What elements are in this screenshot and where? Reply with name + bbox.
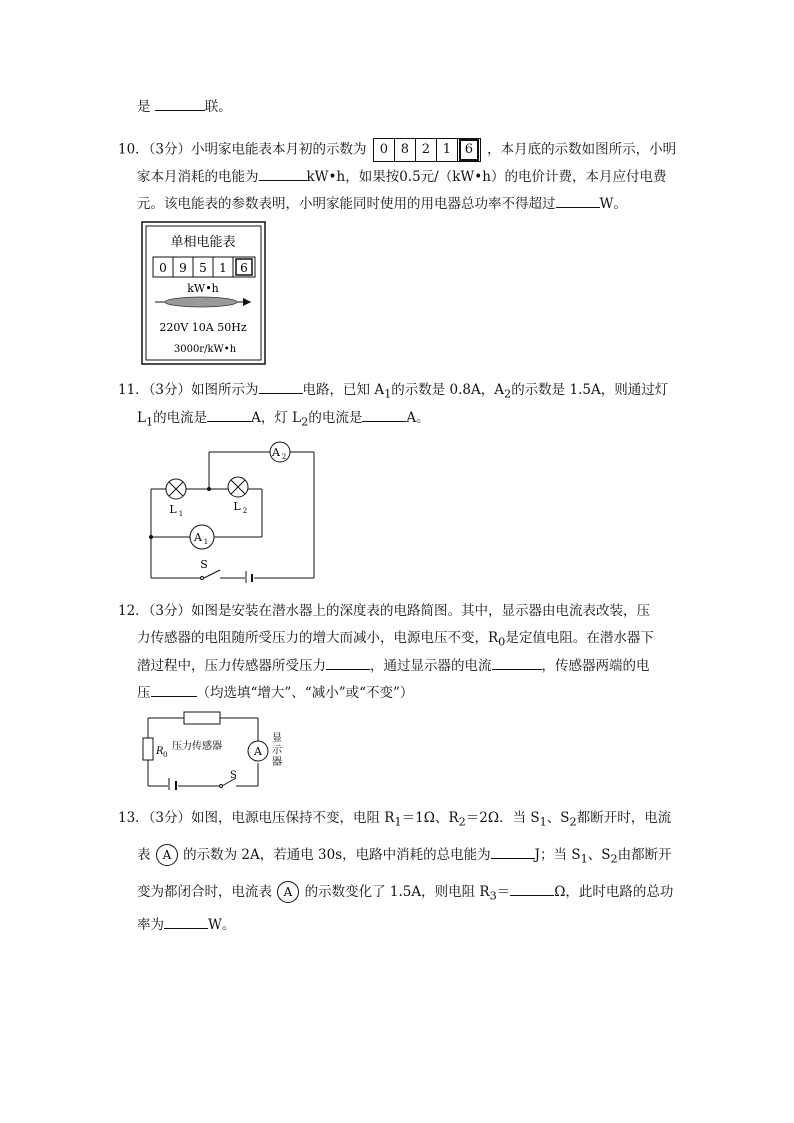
meter-digit: 9 xyxy=(179,261,187,275)
q10-text: W。 xyxy=(599,196,627,212)
q12-line-4 xyxy=(137,682,413,703)
q11-l2-current-blank[interactable] xyxy=(362,407,406,422)
q12-circuit-figure xyxy=(140,708,300,790)
q12-text: 潜过程中，压力传感器所受压力 xyxy=(137,658,326,674)
q12-line-3 xyxy=(137,655,650,676)
q11-l1-current-blank[interactable] xyxy=(207,407,251,422)
q13-power-blank[interactable] xyxy=(164,914,208,929)
q11-text: L xyxy=(137,410,146,426)
q12-text: ，通过显示器的电流 xyxy=(370,658,492,674)
q13-text: Ω，此时电路的总功 xyxy=(554,884,674,900)
pressure-sensor-icon xyxy=(143,738,153,760)
switch-label: S xyxy=(200,558,208,571)
q13-sub: 1 xyxy=(539,815,547,829)
meter-digit: 1 xyxy=(219,261,227,275)
q12-current-blank[interactable] xyxy=(492,655,542,670)
q11-sub: 1 xyxy=(384,387,392,401)
battery-icon xyxy=(246,571,252,583)
q12-text: ，传感器两端的电 xyxy=(541,658,650,674)
q13-line-3 xyxy=(137,880,673,907)
q11-sub: 2 xyxy=(504,387,512,401)
q12-text: 力传感器的电阻随所受压力的增大而减小，电源电压不变，R xyxy=(137,630,499,646)
pressure-sensor-label: 压力传感器 xyxy=(172,741,222,752)
q11-text: A。 xyxy=(406,410,430,426)
q10-text: 家本月消耗的电能为 xyxy=(137,169,259,185)
depth-gauge-circuit-diagram xyxy=(140,708,300,790)
q13-line-4 xyxy=(137,914,235,935)
l1-label: L xyxy=(169,503,177,516)
q13-sub: 1 xyxy=(394,815,402,829)
ammeter-a2-icon xyxy=(270,442,290,462)
q11-text: 电路，已知 A xyxy=(302,382,385,398)
rotating-disc-icon xyxy=(155,297,251,307)
q13-sub: 2 xyxy=(569,815,577,829)
q13-text: 的示数为 2A，若通电 30s，电路中消耗的总电能为 xyxy=(183,847,491,863)
q13-text: 、S xyxy=(546,810,570,826)
q13-r3-blank[interactable] xyxy=(510,881,554,896)
q12-text: 是定值电阻。在潜水器下 xyxy=(505,630,654,646)
l1-sub: 1 xyxy=(178,510,184,518)
q11-circuit-type-blank[interactable] xyxy=(259,379,303,394)
display-ammeter-icon xyxy=(248,741,268,761)
q11-text: A，灯 L xyxy=(251,410,302,426)
q13-sub: 2 xyxy=(458,815,466,829)
q10-power-blank[interactable] xyxy=(556,193,600,208)
meter-params: 220V 10A 50Hz xyxy=(159,321,247,334)
q10-line1-after: ，本月底的示数如图所示，小明 xyxy=(487,141,677,158)
ammeter-label: A xyxy=(283,885,293,899)
q13-energy-blank[interactable] xyxy=(491,844,535,859)
q13-text: 的示数变化了 1.5A，则电阻 R xyxy=(304,884,490,900)
meter-digit: 0 xyxy=(159,261,167,275)
lamp-l2-icon xyxy=(228,477,248,497)
q12-line-2 xyxy=(137,628,654,653)
q12-sub: 0 xyxy=(498,635,506,649)
q10-initial-digit: 1 xyxy=(437,139,458,161)
meter-title: 单相电能表 xyxy=(170,235,236,250)
q10-line-2 xyxy=(137,166,666,187)
battery-icon xyxy=(169,778,176,790)
switch-label: S xyxy=(230,770,237,781)
q12-line-1 xyxy=(118,601,650,621)
l2-label: L xyxy=(233,500,241,513)
q9-answer-blank[interactable] xyxy=(155,96,205,111)
a2-sub: 2 xyxy=(281,453,287,461)
meter-rev: 3000r/kW•h xyxy=(173,344,237,355)
q10-meter-figure xyxy=(141,221,266,365)
parallel-circuit-diagram xyxy=(140,438,320,583)
fixed-resistor-icon xyxy=(184,712,220,724)
display-label-char: 示 xyxy=(272,745,282,756)
q11-text: 的电流是 xyxy=(308,410,363,426)
q10-initial-reading xyxy=(373,138,481,162)
q10-initial-digit: 0 xyxy=(374,139,395,161)
q13-sub: 2 xyxy=(610,852,618,866)
q11-line-1 xyxy=(118,379,668,405)
q10-initial-digit: 2 xyxy=(416,139,437,161)
a1-sub: 1 xyxy=(203,538,209,546)
l2-sub: 2 xyxy=(242,507,248,515)
a1-label: A xyxy=(194,531,202,544)
ammeter-a1-icon xyxy=(190,525,214,549)
q13-text: 表 xyxy=(137,847,151,863)
q9-prefix: 是 xyxy=(137,99,155,115)
q13-text: 变为都闭合时，电流表 xyxy=(137,884,272,900)
q13-text: ＝2Ω．当 S xyxy=(465,810,540,826)
r0-sub: 0 xyxy=(163,751,168,759)
q13-text: 率为 xyxy=(137,917,164,933)
q12-pressure-blank[interactable] xyxy=(326,655,370,670)
q13-line-1 xyxy=(118,808,671,833)
q9-tail-line xyxy=(137,96,232,117)
q10-initial-digit-boxed: 6 xyxy=(459,139,479,161)
q10-initial-digit: 8 xyxy=(395,139,416,161)
q10-text: 元。该电能表的参数表明，小明家能同时使用的用电器总功率不得超过 xyxy=(137,196,556,212)
ammeter-label: A xyxy=(162,848,172,862)
meter-unit: kW•h xyxy=(187,282,219,295)
q13-text: 、S xyxy=(587,847,611,863)
q11-sub: 2 xyxy=(301,415,309,429)
q10-line-1 xyxy=(118,138,676,162)
q12-voltage-blank[interactable] xyxy=(151,682,197,697)
q12-text: （均选填“增大”、“减小”或“不变”） xyxy=(196,685,414,701)
ammeter-icon xyxy=(276,880,300,904)
q11-circuit-figure xyxy=(140,438,320,583)
display-label-char: 显 xyxy=(272,733,282,744)
q10-number-text: 10．（3分）小明家电能表本月初的示数为 xyxy=(118,141,367,158)
r0-label: R xyxy=(156,746,164,757)
q11-text: 的示数是 0.8A，A xyxy=(391,382,505,398)
lamp-l1-icon xyxy=(166,479,186,499)
ammeter-icon xyxy=(155,843,179,867)
meter-digit: 5 xyxy=(199,261,207,275)
q12-text: 压 xyxy=(137,685,151,701)
q11-line-2 xyxy=(137,407,430,433)
q9-suffix: 联。 xyxy=(204,99,232,115)
meter-digit-boxed: 6 xyxy=(240,261,248,275)
q13-text: 13．（3分）如图，电源电压保持不变，电阻 R xyxy=(118,810,395,826)
q13-text: ＝1Ω、R xyxy=(401,810,459,826)
q13-sub: 1 xyxy=(580,852,588,866)
display-label-char: 器 xyxy=(272,757,282,768)
q11-text: 11．（3分）如图所示为 xyxy=(118,382,259,398)
q13-text: W。 xyxy=(208,917,236,933)
a2-label: A xyxy=(272,446,280,459)
display-ammeter-label: A xyxy=(254,745,262,758)
q13-line-2 xyxy=(137,843,672,870)
q11-text: 的电流是 xyxy=(153,410,208,426)
q13-text: 都断开时，电流 xyxy=(576,810,672,826)
q10-line-3 xyxy=(137,193,627,214)
q10-text: kW•h，如果按0.5元/（kW•h）的电价计费，本月应付电费 xyxy=(306,169,667,185)
q10-energy-blank[interactable] xyxy=(259,166,307,181)
q13-text: 由都断开 xyxy=(617,847,672,863)
q13-sub: 3 xyxy=(489,889,497,903)
q13-text: J；当 S xyxy=(534,847,581,863)
q12-text: 12．（3分）如图是安装在潜水器上的深度表的电路简图。其中，显示器由电流表改装，压 xyxy=(118,603,651,619)
q11-text: 的示数是 1.5A，则通过灯 xyxy=(511,382,669,398)
q13-text: ＝ xyxy=(496,884,511,900)
electric-meter-icon xyxy=(141,221,266,365)
q11-sub: 1 xyxy=(145,415,154,429)
